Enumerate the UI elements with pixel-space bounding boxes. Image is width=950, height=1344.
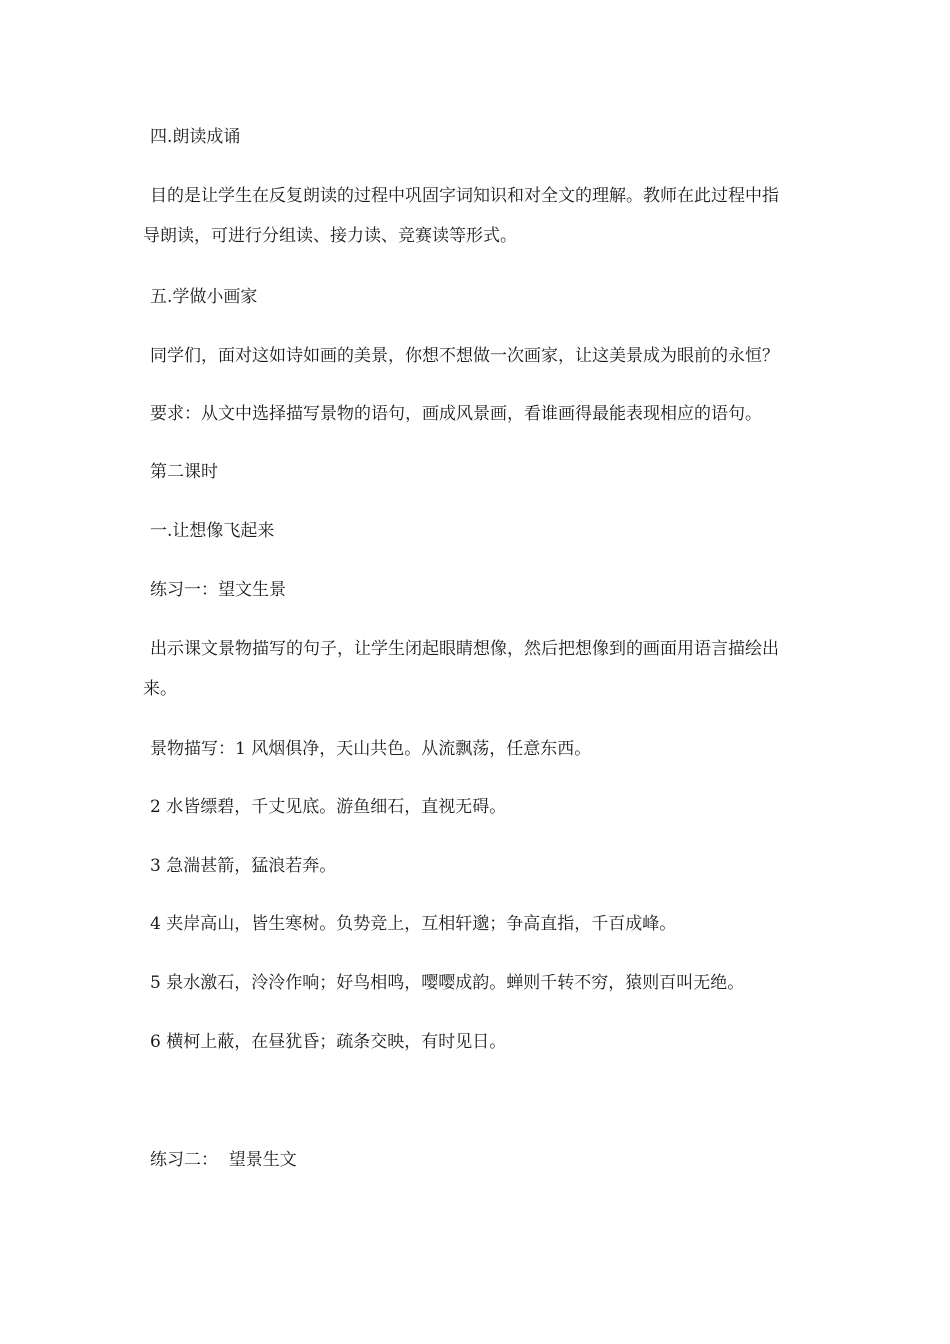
scene-item: 3 急湍甚箭，猛浪若奔。 bbox=[150, 856, 337, 876]
section-imagination: 一.让想像飞起来 bbox=[150, 521, 275, 541]
paragraph-line: 目的是让学生在反复朗读的过程中巩固字词知识和对全文的理解。教师在此过程中指 bbox=[150, 186, 779, 206]
paragraph-line: 导朗读，可进行分组读、接力读、竞赛读等形式。 bbox=[143, 226, 517, 246]
scene-item: 6 横柯上蔽，在昼犹昏；疏条交映，有时见日。 bbox=[150, 1032, 507, 1052]
lesson-two-title: 第二课时 bbox=[150, 462, 218, 482]
heading-reading-aloud: 四.朗读成诵 bbox=[150, 127, 241, 147]
paragraph-exercise-one bbox=[143, 629, 810, 709]
exercise-two-title: 练习二： 望景生文 bbox=[150, 1150, 297, 1170]
scene-item: 4 夹岸高山，皆生寒树。负势竞上，互相轩邈；争高直指，千百成峰。 bbox=[150, 914, 677, 934]
paragraph-reading-purpose bbox=[143, 176, 810, 256]
heading-little-painter: 五.学做小画家 bbox=[150, 287, 258, 307]
paragraph-line: 来。 bbox=[143, 679, 177, 699]
exercise-one-title: 练习一：望文生景 bbox=[150, 580, 286, 600]
paragraph-painter-requirement: 要求：从文中选择描写景物的语句，画成风景画，看谁画得最能表现相应的语句。 bbox=[150, 404, 762, 424]
scene-item: 景物描写：1 风烟俱净，天山共色。从流飘荡，任意东西。 bbox=[150, 739, 592, 759]
scene-item: 5 泉水激石，泠泠作响；好鸟相鸣，嘤嘤成韵。蝉则千转不穷，猿则百叫无绝。 bbox=[150, 973, 745, 993]
scene-item: 2 水皆缥碧，千丈见底。游鱼细石，直视无碍。 bbox=[150, 797, 507, 817]
paragraph-line: 出示课文景物描写的句子，让学生闭起眼睛想像，然后把想像到的画面用语言描绘出 bbox=[150, 639, 779, 659]
paragraph-painter-invite: 同学们，面对这如诗如画的美景，你想不想做一次画家，让这美景成为眼前的永恒？ bbox=[150, 346, 779, 366]
